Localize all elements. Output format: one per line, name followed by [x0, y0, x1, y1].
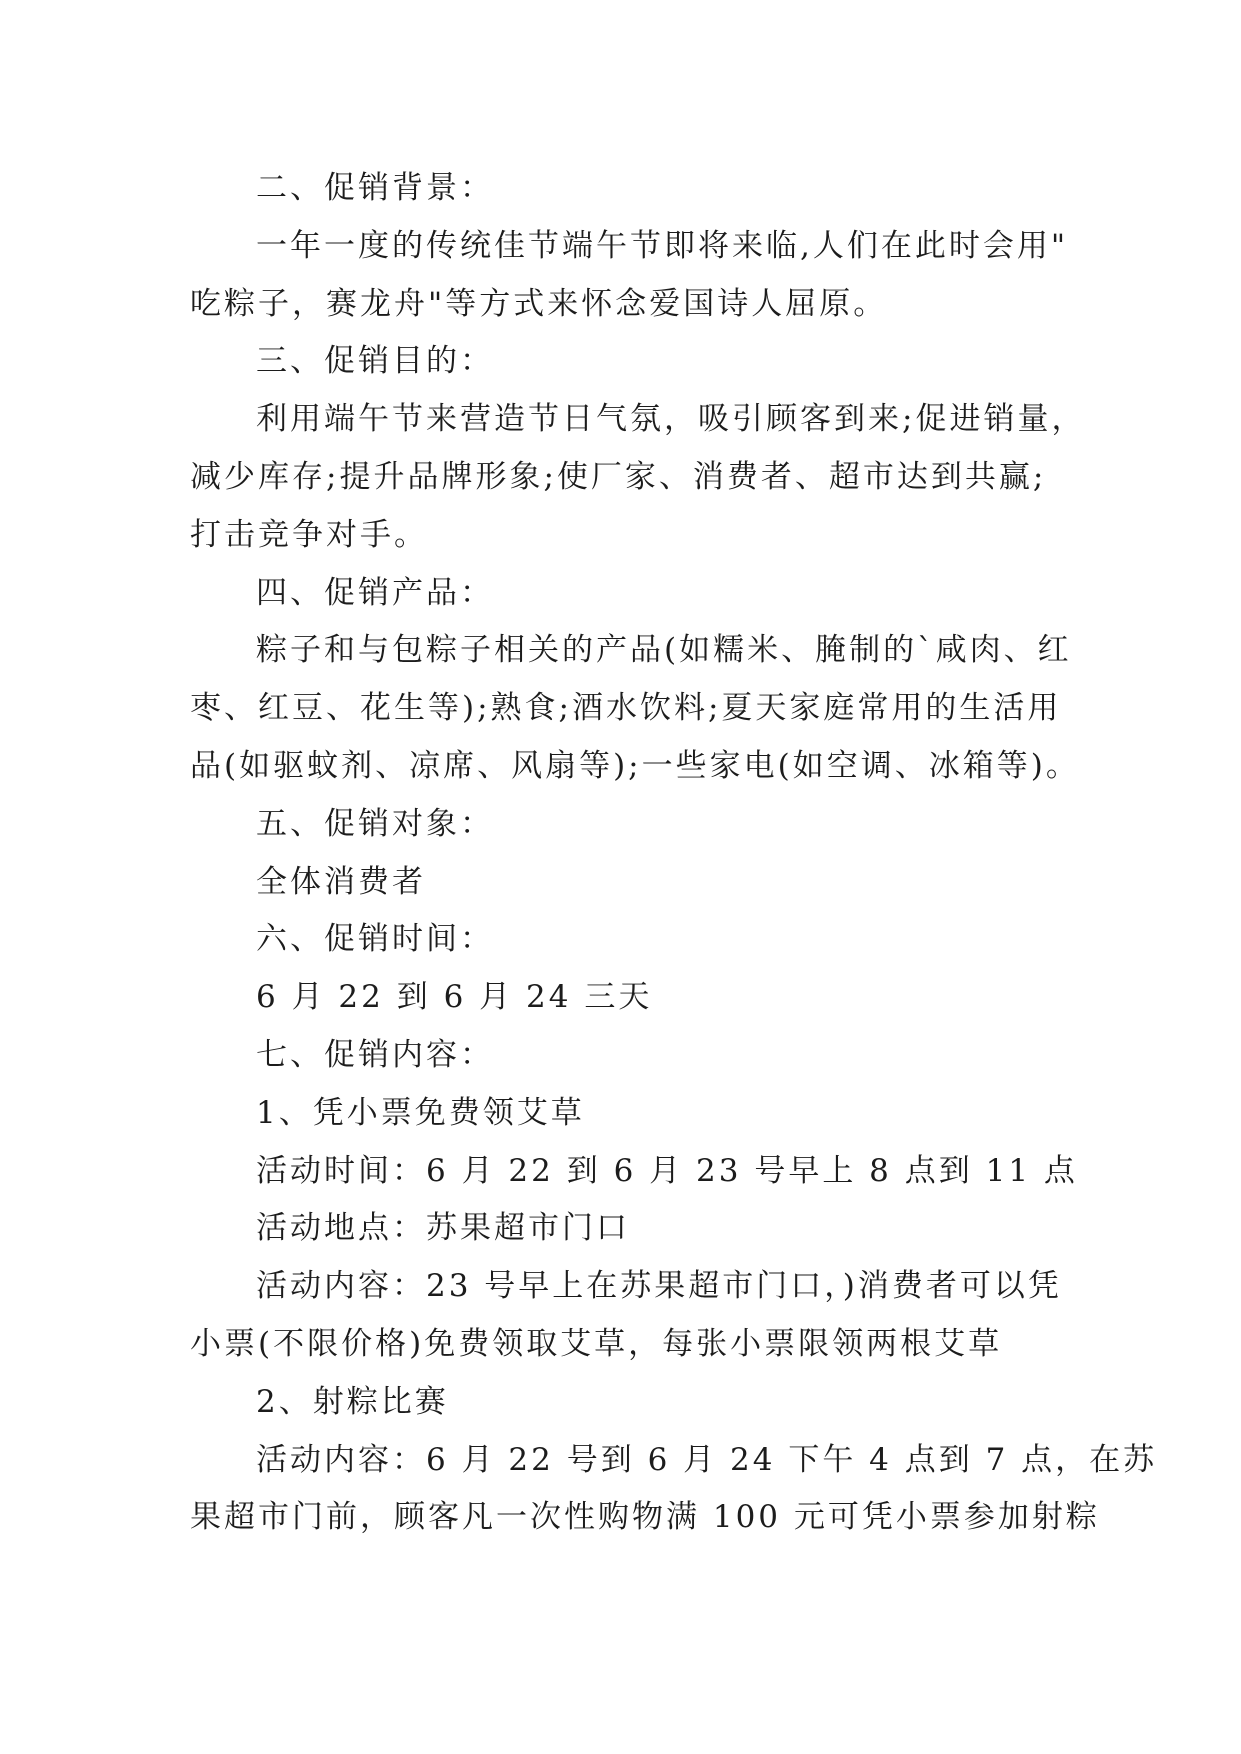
text-line: 活动内容：6 月 22 号到 6 月 24 下午 4 点到 7 点，在苏	[256, 1441, 1158, 1478]
text-line: 2、射粽比赛	[256, 1383, 449, 1420]
text-line: 活动地点：苏果超市门口	[256, 1210, 630, 1247]
text-line: 减少库存;提升品牌形象;使厂家、消费者、超市达到共赢;	[190, 458, 1047, 495]
text-line: 小票(不限价格)免费领取艾草，每张小票限领两根艾草	[190, 1325, 1003, 1362]
text-line: 1、凭小票免费领艾草	[256, 1094, 585, 1131]
text-line: 活动内容：23 号早上在苏果超市门口，)消费者可以凭	[256, 1268, 1062, 1305]
text-line: 四、促销产品：	[256, 574, 494, 611]
text-line: 二、促销背景：	[256, 170, 494, 206]
document-body	[190, 160, 1158, 1547]
text-line: 枣、红豆、花生等);熟食;酒水饮料;夏天家庭常用的生活用	[190, 690, 1062, 727]
text-line: 五、促销对象：	[256, 805, 494, 842]
text-line: 吃粽子，赛龙舟"等方式来怀念爱国诗人屈原。	[190, 285, 888, 322]
text-line: 七、促销内容：	[256, 1036, 494, 1073]
text-line: 六、促销时间：	[256, 921, 494, 958]
text-line: 粽子和与包粽子相关的产品(如糯米、腌制的`咸肉、红	[256, 632, 1072, 669]
text-line: 利用端午节来营造节日气氛，吸引顾客到来;促进销量，	[256, 401, 1086, 438]
text-line: 打击竞争对手。	[190, 516, 428, 553]
text-line: 一年一度的传统佳节端午节即将来临,人们在此时会用"	[256, 227, 1069, 264]
text-line: 三、促销目的：	[256, 343, 494, 380]
text-line: 6 月 22 到 6 月 24 三天	[256, 979, 653, 1016]
text-line: 品(如驱蚊剂、凉席、风扇等);一些家电(如空调、冰箱等)。	[190, 747, 1080, 784]
text-line: 全体消费者	[256, 863, 426, 900]
text-line: 果超市门前，顾客凡一次性购物满 100 元可凭小票参加射粽	[190, 1499, 1100, 1536]
text-line: 活动时间：6 月 22 到 6 月 23 号早上 8 点到 11 点	[256, 1152, 1078, 1189]
